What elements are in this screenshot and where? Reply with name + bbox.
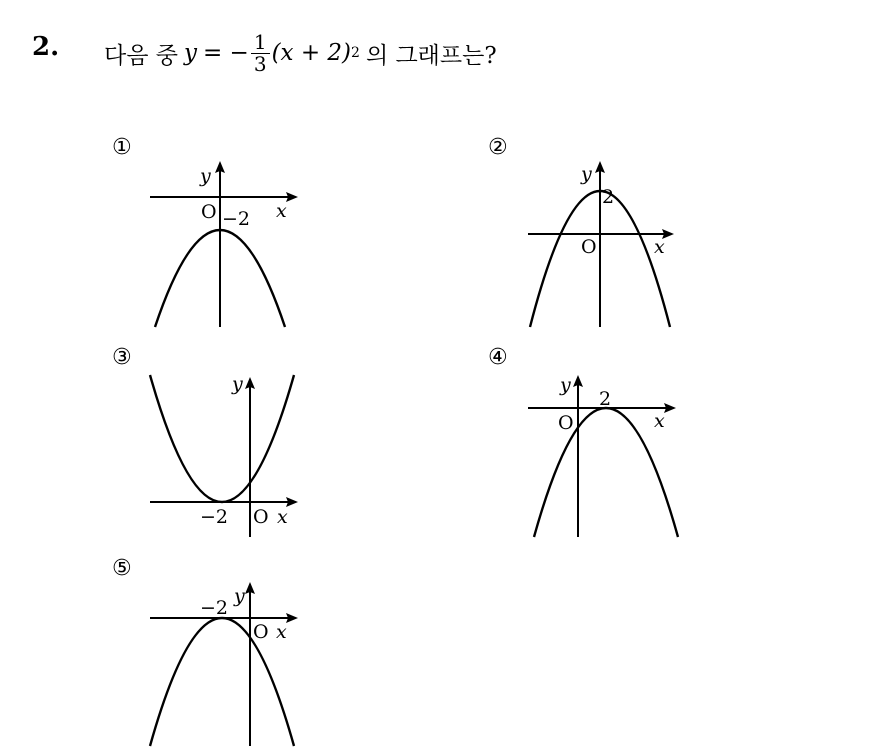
choice-5-origin-label: O [253,621,269,643]
choice-5-y-label: y [234,585,245,607]
stem-suffix: 의 그래프는? [365,42,497,69]
choice-1-intercept-label: −2 [222,208,251,230]
choice-3-y-label: y [232,373,243,395]
question [30,18,850,88]
choice-4[interactable] [488,345,698,545]
stem-exponent: 2 [351,45,360,61]
stem-expression: (x + 2) [271,40,352,66]
choice-2-x-label: x [654,236,665,258]
choice-2-graph [488,135,698,335]
choice-1-origin-label: O [201,201,217,223]
choice-3-graph [112,345,322,545]
choice-5-mark: ⑤ [112,556,132,581]
choice-2[interactable] [488,135,698,335]
choice-2-origin-label: O [581,236,597,258]
choice-2-intercept-label: 2 [602,186,615,208]
stem-equals-minus: = − [202,40,249,66]
fraction [251,29,270,76]
choice-4-x-label: x [654,410,665,432]
choice-3-vertex-label: −2 [200,506,229,528]
choice-4-mark: ④ [488,345,508,370]
choice-4-graph [488,345,698,545]
choice-4-y-label: y [560,374,571,396]
choice-3-x-label: x [277,506,288,528]
choice-3[interactable] [112,345,322,545]
choice-4-origin-label: O [558,412,574,434]
choice-5[interactable] [112,556,322,756]
choice-3-mark: ③ [112,345,132,370]
choice-1-graph [112,135,322,335]
fraction-numerator: 1 [251,32,270,54]
choice-2-mark: ② [488,135,508,160]
choice-1-y-label: y [200,165,211,187]
choice-2-y-label: y [581,163,592,185]
fraction-denominator: 3 [253,51,267,76]
choice-4-vertex-label: 2 [599,388,612,410]
choice-5-vertex-label: −2 [200,597,229,619]
stem-var-y: y [183,40,197,66]
stem-prefix: 다음 중 [104,42,178,69]
choice-1-x-label: x [276,200,287,222]
question-stem [104,18,497,88]
question-number: 2. [32,32,60,62]
choice-5-graph [112,556,322,749]
choice-1[interactable] [112,135,322,335]
choice-3-origin-label: O [253,506,269,528]
choice-1-mark: ① [112,135,132,160]
choice-5-x-label: x [276,621,287,643]
